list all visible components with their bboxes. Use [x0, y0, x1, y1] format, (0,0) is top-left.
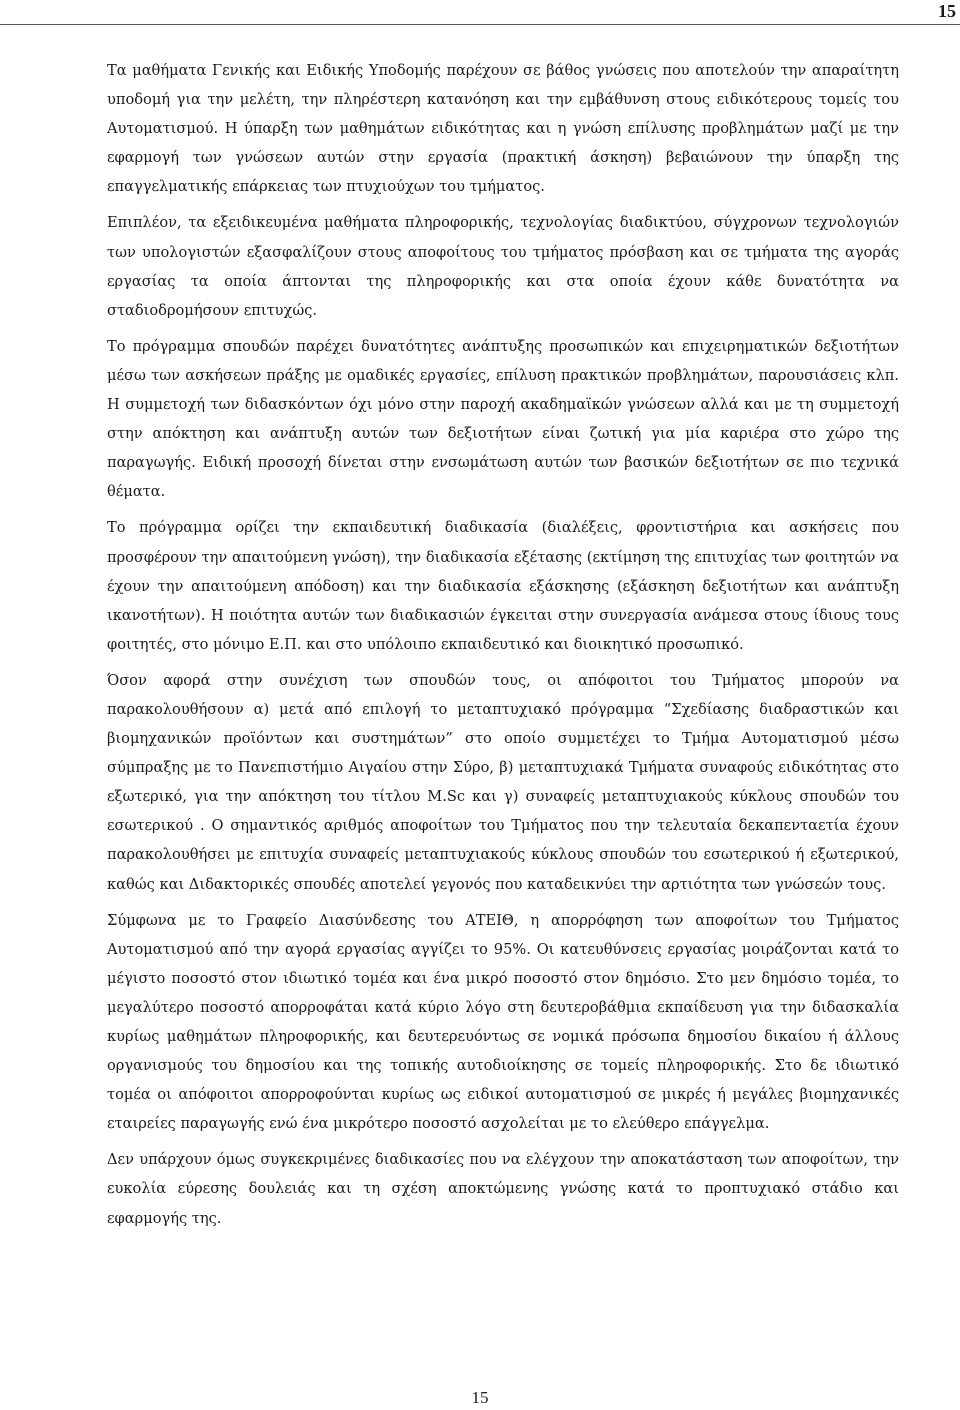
paragraph-6: Σύμφωνα με το Γραφείο Διασύνδεσης του ΑΤΕΙΘ, η απορρόφηση των αποφοίτων του Τμήματος Αυτοματισμού από την αγορά εργασίας αγγίζει το 95%. Οι κατευθύνσεις εργασίας μοιράζονται κατά το μέγιστο ποσοστό στον ιδιωτικό τομέα και ένα μικρό ποσοστό στον δημόσιο. Στο μεν δημόσιο τομέα, το μεγαλύτερο ποσοστό απορροφάται κατά κύριο λόγο στη δευτεροβάθμια εκπαίδευση για την διδασκαλία κυρίως μαθημάτων πληροφορικής, και δευτερευόντως σε νομικά πρόσωπα δημοσίου δικαίου ή άλλους οργανισμούς του δημοσίου και της τοπικής αυτοδιοίκησης σε τομείς πληροφορικής. Στο δε ιδιωτικό τομέα οι απόφοιτοι απορροφούνται κυρίως ως ειδικοί αυτοματισμού σε μικρές ή μεγάλες βιομηχανικές εταιρείες παραγωγής ενώ ένα μικρότερο ποσοστό ασχολείται με το ελεύθερο επάγγελμα.	[107, 911, 899, 1133]
document-body	[107, 56, 899, 1240]
paragraph-4: Το πρόγραμμα ορίζει την εκπαιδευτική διαδικασία (διαλέξεις, φροντιστήρια και ασκήσεις που προσφέρουν την απαιτούμενη γνώση), την διαδικασία εξέτασης (εκτίμηση της επιτυχίας των φοιτητών να έχουν την απαιτούμενη απόδοση) και την διαδικασία εξάσκησης (εξάσκηση δεξιοτήτων και ανάπτυξη ικανοτήτων). Η ποιότητα αυτών των διαδικασιών έγκειται στην συνεργασία ανάμεσα στους ίδιους τους φοιτητές, στο μόνιμο Ε.Π. και στο υπόλοιπο εκπαιδευτικό και διοικητικό προσωπικό.	[107, 519, 899, 653]
page-number-top: 15	[938, 1, 956, 21]
paragraph-5: Όσον αφορά στην συνέχιση των σπουδών τους, οι απόφοιτοι του Τμήματος μπορούν να παρακολουθήσουν α) μετά από επιλογή το μεταπτυχιακό πρόγραμμα “Σχεδίασης διαδραστικών και βιομηχανικών προϊόντων και συστημάτων” στο οποίο συμμετέχει το Τμήμα Αυτοματισμού μέσω σύμπραξης με το Πανεπιστήμιο Αιγαίου στην Σύρο, β) μεταπτυχιακά Τμήματα συναφούς ειδικότητας στο εξωτερικό, για την απόκτηση του τίτλου M.Sc και γ) συναφείς μεταπτυχιακούς κύκλους σπουδών του εσωτερικού . Ο σημαντικός αριθμός αποφοίτων του Τμήματος που την τελευταία δεκαπενταετία έχουν παρακολουθήσει με επιτυχία συναφείς μεταπτυχιακούς κύκλους σπουδών του εσωτερικού ή εξωτερικού, καθώς και Διδακτορικές σπουδές αποτελεί γεγονός που καταδεικνύει την αρτιότητα των γνώσεών τους.	[107, 671, 899, 893]
paragraph-3: Το πρόγραμμα σπουδών παρέχει δυνατότητες ανάπτυξης προσωπικών και επιχειρηματικών δεξιοτήτων μέσω των ασκήσεων πράξης με ομαδικές εργασίες, επίλυση πρακτικών προβλημάτων, παρουσιάσεις κλπ. Η συμμετοχή των διδασκόντων όχι μόνο στην παροχή ακαδημαϊκών γνώσεων αλλά και με τη συμμετοχή στην απόκτηση και ανάπτυξη αυτών των δεξιοτήτων είναι ζωτική για μία καριέρα στο χώρο της παραγωγής. Ειδική προσοχή δίνεται στην ενσωμάτωση αυτών των βασικών δεξιοτήτων σε πιο τεχνικά θέματα.	[107, 337, 899, 501]
paragraph-7: Δεν υπάρχουν όμως συγκεκριμένες διαδικασίες που να ελέγχουν την αποκατάσταση των αποφοίτων, την ευκολία εύρεσης δουλειάς και τη σχέση αποκτώμενης γνώσης κατά το προπτυχιακό στάδιο και εφαρμογής της.	[107, 1151, 899, 1227]
page-number-bottom: 15	[471, 1388, 489, 1407]
header-rule	[0, 24, 960, 25]
paragraph-1: Τα μαθήματα Γενικής και Ειδικής Υποδομής παρέχουν σε βάθος γνώσεις που αποτελούν την απαραίτητη υποδομή για την μελέτη, την πληρέστερη κατανόηση και την εμβάθυνση στους ειδικότερους τομείς του Αυτοματισμού. Η ύπαρξη των μαθημάτων ειδικότητας και η γνώση επίλυσης προβλημάτων μαζί με την εφαρμογή των γνώσεων αυτών στην εργασία (πρακτική άσκηση) βεβαιώνουν την ύπαρξη της επαγγελματικής επάρκειας των πτυχιούχων του τμήματος.	[107, 62, 899, 196]
paragraph-2: Επιπλέον, τα εξειδικευμένα μαθήματα πληροφορικής, τεχνολογίας διαδικτύου, σύγχρονων τεχνολογιών των υπολογιστών εξασφαλίζουν στους αποφοίτους του τμήματος πρόσβαση και σε τμήματα της αγοράς εργασίας τα οποία άπτονται της πληροφορικής και στα οποία έχουν κάθε δυνατότητα να σταδιοδρομήσουν επιτυχώς.	[107, 214, 899, 319]
